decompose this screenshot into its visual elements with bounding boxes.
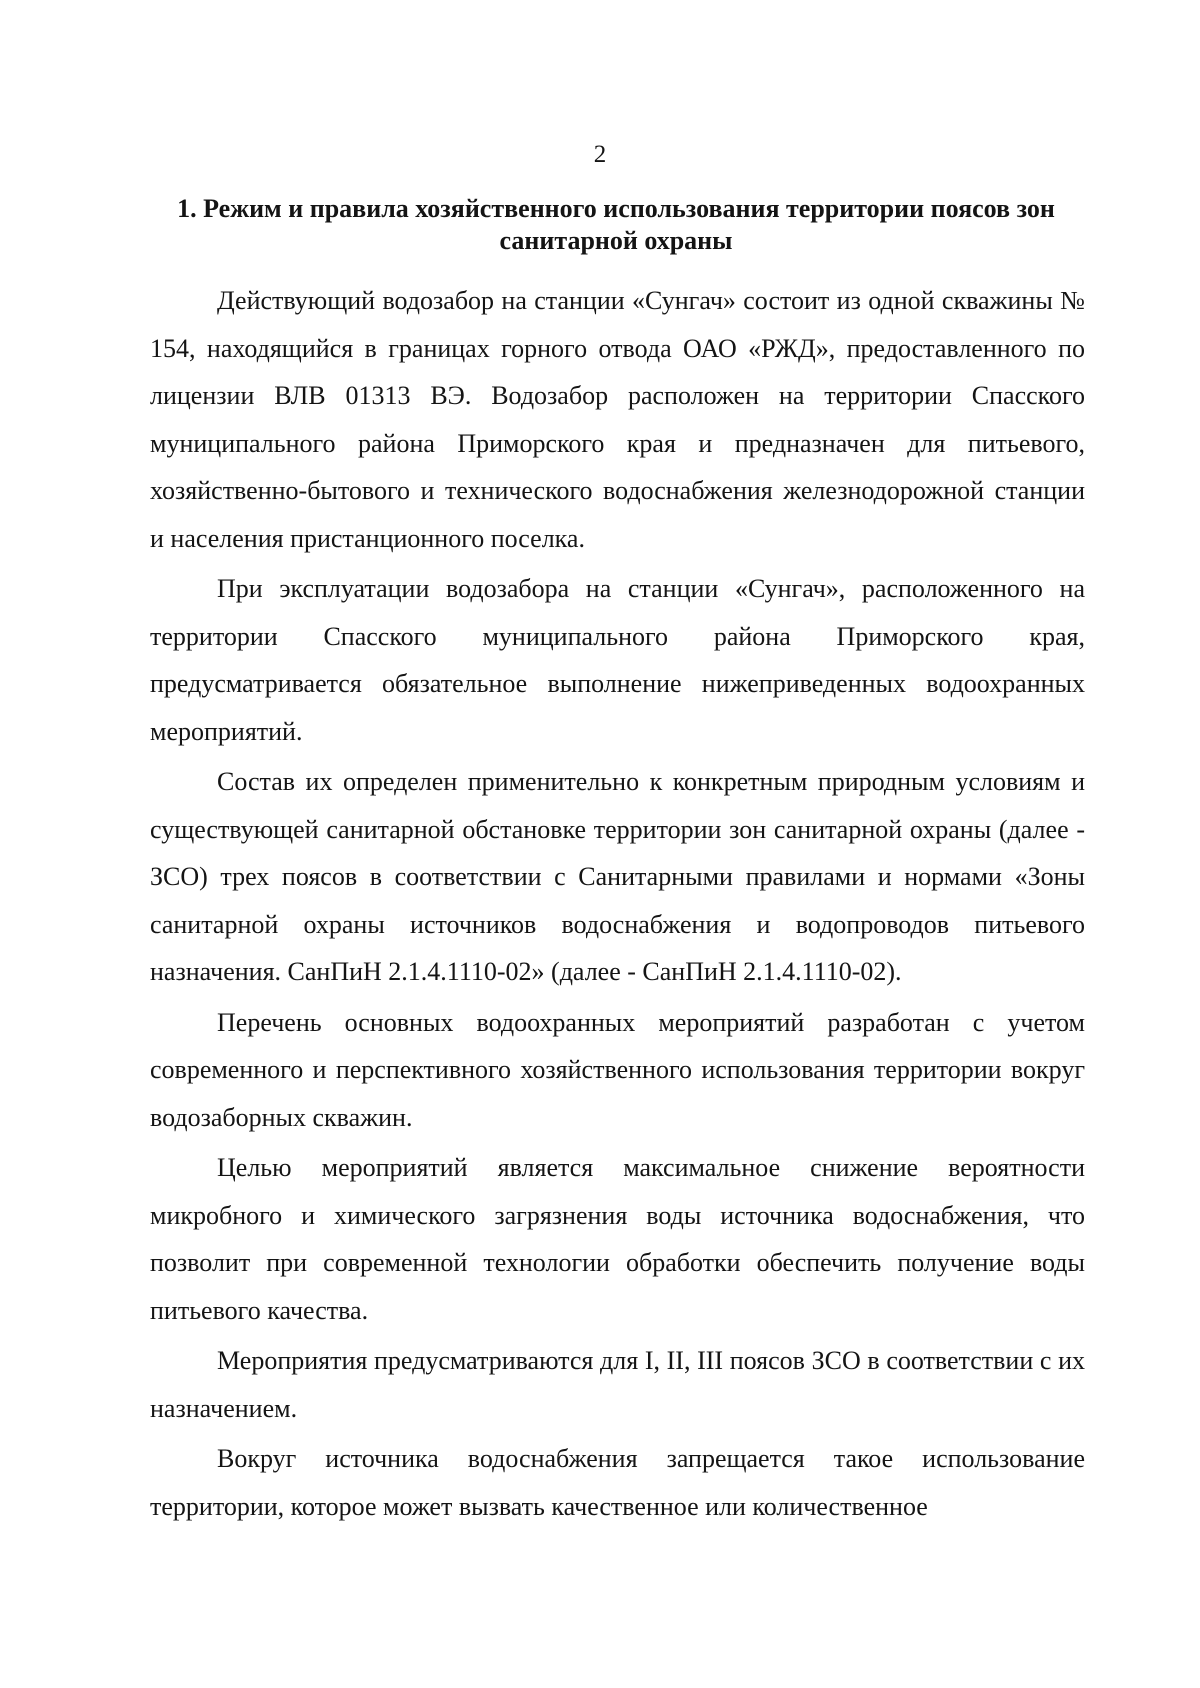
paragraph: Вокруг источника водоснабжения запрещается такое использование территории, которое может вызвать качественное или количественное xyxy=(150,1444,1085,1521)
section-heading: 1. Режим и правила хозяйственного использования территории поясов зон санитарной охраны xyxy=(177,194,1055,255)
paragraph: Состав их определен применительно к конкретным природным условиям и существующей санитарной обстановке территории зон санитарной охраны (далее - ЗСО) трех поясов в соответствии с Санитарными правилами и нормами «Зоны санитарной охраны источников водоснабжения и водопроводов питьевого назначения. СанПиН 2.1.4.1110-02» (далее - СанПиН 2.1.4.1110-02). xyxy=(150,767,1085,986)
paragraph: Целью мероприятий является максимальное снижение вероятности микробного и химического загрязнения воды источника водоснабжения, что позволит при современной технологии обработки обеспечить получение воды питьевого качества. xyxy=(150,1153,1085,1325)
paragraph: При эксплуатации водозабора на станции «Сунгач», расположенного на территории Спасского муниципального района Приморского края, предусматривается обязательное выполнение нижеприведенных водоохранных мероприятий. xyxy=(150,574,1085,746)
body-text xyxy=(150,277,1085,1533)
paragraph: Перечень основных водоохранных мероприятий разработан с учетом современного и перспективного хозяйственного использования территории вокруг водозаборных скважин. xyxy=(150,1007,1085,1132)
page-number: 2 xyxy=(593,141,607,168)
paragraph: Мероприятия предусматриваются для I, II, III поясов ЗСО в соответствии с их назначением. xyxy=(150,1346,1085,1423)
paragraph: Действующий водозабор на станции «Сунгач» состоит из одной скважины № 154, находящийся в границах горного отвода ОАО «РЖД», предоставленного по лицензии ВЛВ 01313 ВЭ. Водозабор расположен на территории Спасского муниципального района Приморского края и предназначен для питьевого, хозяйственно-бытового и технического водоснабжения железнодорожной станции и населения пристанционного поселка. xyxy=(150,286,1085,553)
